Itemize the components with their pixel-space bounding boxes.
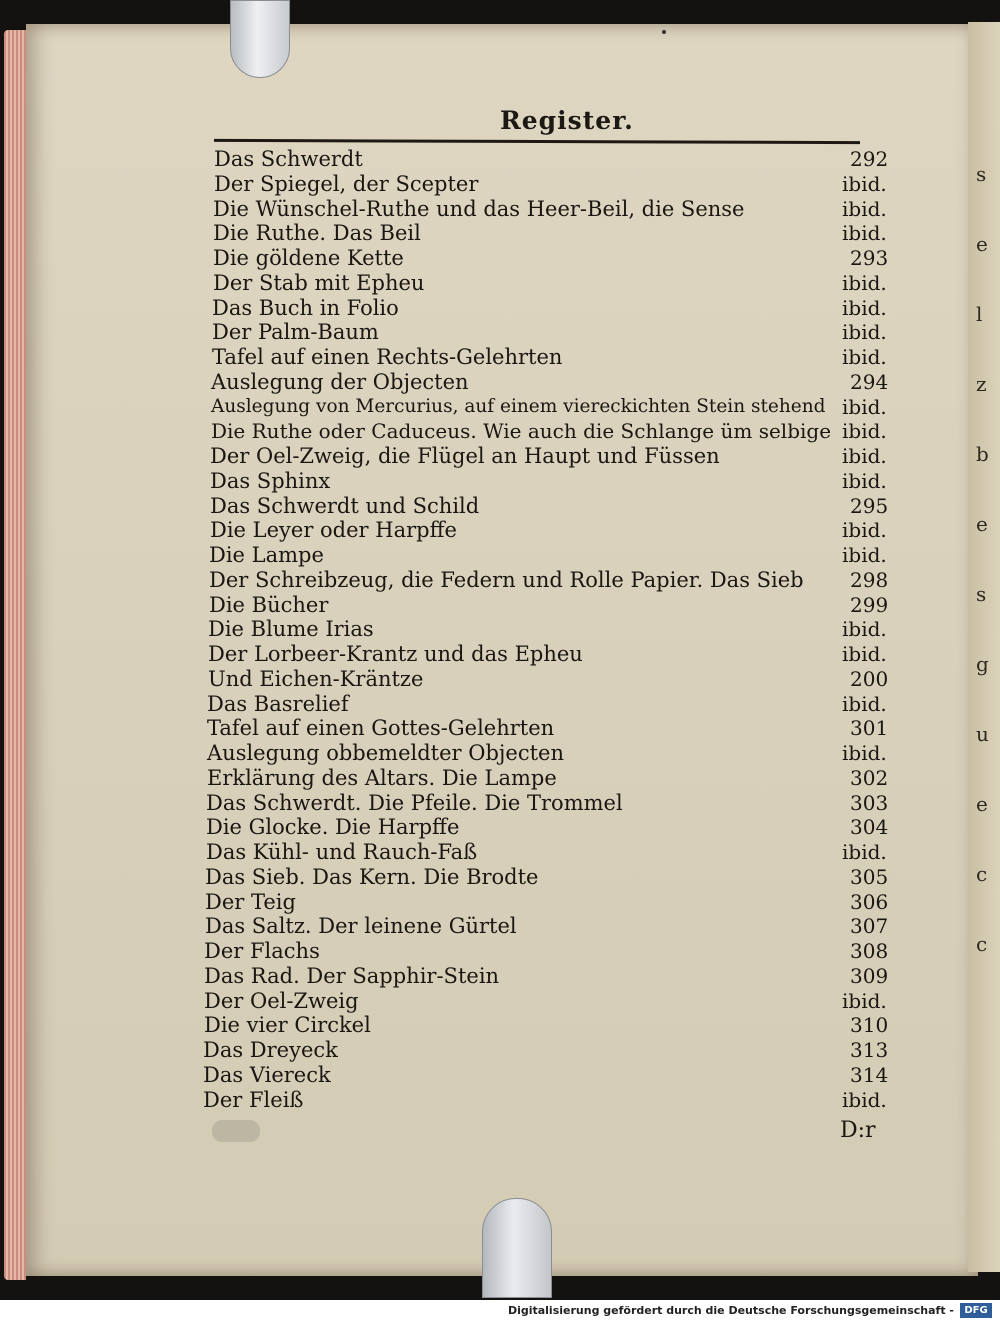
entry-title: Der Spiegel, der Scepter xyxy=(214,172,479,196)
entry-title: Das Dreyeck xyxy=(203,1038,338,1062)
entry-page-number: ibid. xyxy=(842,741,887,765)
entry-title: Der Palm-Baum xyxy=(212,320,379,344)
entry-title: Auslegung von Mercurius, auf einem viereckichten Stein stehend xyxy=(211,396,826,417)
entry-page-number: ibid. xyxy=(842,271,887,295)
entry-title: Das Saltz. Der leinene Gürtel xyxy=(205,914,517,938)
entry-title: Auslegung der Objecten xyxy=(211,370,469,394)
footer-credit: Digitalisierung gefördert durch die Deutsche Forschungsgemeinschaft - xyxy=(507,1304,954,1317)
entry-page-number: ibid. xyxy=(842,444,887,468)
entry-title: Das Sphinx xyxy=(210,469,331,493)
entry-title: Das Buch in Folio xyxy=(212,296,399,320)
entry-page-number: ibid. xyxy=(842,345,887,369)
entry-title: Die Leyer oder Harpffe xyxy=(210,518,457,542)
entry-page-number: ibid. xyxy=(842,840,887,864)
adjacent-page-letter: z xyxy=(976,372,987,396)
entry-title: Die Wünschel-Ruthe und das Heer-Beil, die Sense xyxy=(213,197,745,221)
adjacent-page-letter: l xyxy=(976,302,983,326)
entry-page-number: 304 xyxy=(850,815,889,839)
entry-page-number: 295 xyxy=(850,494,889,518)
entry-title: Die Blume Irias xyxy=(208,617,374,641)
entry-page-number: ibid. xyxy=(842,1088,887,1112)
adjacent-page-letter: s xyxy=(976,162,987,186)
faded-stamp-mark xyxy=(212,1120,260,1142)
entry-page-number: 301 xyxy=(850,716,889,740)
entry-title: Die göldene Kette xyxy=(213,246,404,270)
entry-page-number: 302 xyxy=(850,766,889,790)
entry-title: Der Teig xyxy=(205,890,296,914)
entry-title: Tafel auf einen Gottes-Gelehrten xyxy=(207,716,555,740)
dfg-logo: DFG xyxy=(960,1303,992,1318)
entry-page-number: ibid. xyxy=(842,989,887,1013)
entry-page-number: ibid. xyxy=(842,197,887,221)
entry-title: Der Lorbeer-Krantz und das Epheu xyxy=(208,642,583,666)
digitization-footer xyxy=(0,1300,1000,1322)
entry-title: Der Oel-Zweig xyxy=(204,989,359,1013)
adjacent-page-letter: e xyxy=(976,792,988,816)
entry-title: Die vier Circkel xyxy=(204,1013,371,1037)
entry-title: Das Schwerdt und Schild xyxy=(210,494,480,518)
entry-title: Die Lampe xyxy=(209,543,324,567)
entry-page-number: 308 xyxy=(850,939,889,963)
adjacent-page-letter: u xyxy=(976,722,989,746)
adjacent-page-letter: c xyxy=(976,862,988,886)
entry-title: Und Eichen-Kräntze xyxy=(208,667,424,691)
entry-page-number: 313 xyxy=(850,1038,889,1062)
adjacent-page-letter: g xyxy=(976,652,989,676)
entry-page-number: 293 xyxy=(850,246,889,270)
entry-title: Das Basrelief xyxy=(207,692,349,716)
adjacent-page-letter: s xyxy=(976,582,987,606)
entry-page-number: ibid. xyxy=(842,469,887,493)
entry-title: Der Oel-Zweig, die Flügel an Haupt und Füssen xyxy=(210,444,720,468)
entry-title: Das Rad. Der Sapphir-Stein xyxy=(204,964,500,988)
entry-page-number: ibid. xyxy=(842,296,887,320)
entry-title: Die Ruthe oder Caduceus. Wie auch die Schlange üm selbige xyxy=(211,419,832,443)
entry-page-number: 306 xyxy=(850,890,889,914)
entry-page-number: 294 xyxy=(850,370,889,394)
page-clip-bottom xyxy=(482,1198,552,1298)
entry-title: Das Sieb. Das Kern. Die Brodte xyxy=(205,865,539,889)
entry-page-number: 309 xyxy=(850,964,889,988)
entry-title: Tafel auf einen Rechts-Gelehrten xyxy=(212,345,563,369)
entry-title: Das Viereck xyxy=(203,1063,331,1087)
entry-page-number: 200 xyxy=(850,667,889,691)
entry-page-number: ibid. xyxy=(842,172,887,196)
entry-title: Der Flachs xyxy=(204,939,320,963)
adjacent-page-letter: e xyxy=(976,512,988,536)
entry-page-number: ibid. xyxy=(842,543,887,567)
entry-title: Der Stab mit Epheu xyxy=(213,271,425,295)
entry-page-number: ibid. xyxy=(842,518,887,542)
entry-page-number: ibid. xyxy=(842,221,887,245)
entry-page-number: 303 xyxy=(850,791,889,815)
entry-title: Das Kühl- und Rauch-Faß xyxy=(206,840,478,864)
entry-page-number: ibid. xyxy=(842,692,887,716)
entry-page-number: ibid. xyxy=(842,642,887,666)
entry-title: Das Schwerdt. Die Pfeile. Die Trommel xyxy=(206,791,623,815)
entry-title: Die Ruthe. Das Beil xyxy=(213,221,421,245)
entry-title: Die Bücher xyxy=(209,593,329,617)
adjacent-page-letter: e xyxy=(976,232,988,256)
running-head: Register. xyxy=(500,106,634,135)
entry-page-number: ibid. xyxy=(842,320,887,344)
entry-title: Der Fleiß xyxy=(203,1088,304,1112)
entry-page-number: 299 xyxy=(850,593,889,617)
entry-page-number: 307 xyxy=(850,914,889,938)
entry-page-number: 298 xyxy=(850,568,889,592)
entry-title: Der Schreibzeug, die Federn und Rolle Papier. Das Sieb xyxy=(209,568,804,592)
catchword: D:r xyxy=(840,1118,876,1143)
entry-title: Die Glocke. Die Harpffe xyxy=(206,815,460,839)
entry-title: Auslegung obbemeldter Objecten xyxy=(207,741,565,765)
entry-page-number: ibid. xyxy=(842,395,887,419)
entry-page-number: 314 xyxy=(850,1063,889,1087)
entry-title: Das Schwerdt xyxy=(214,147,363,171)
adjacent-page-letter: c xyxy=(976,932,988,956)
entry-title: Erklärung des Altars. Die Lampe xyxy=(207,766,557,790)
entry-page-number: 310 xyxy=(850,1013,889,1037)
entry-page-number: 292 xyxy=(850,147,889,171)
entry-page-number: ibid. xyxy=(842,617,887,641)
entry-page-number: 305 xyxy=(850,865,889,889)
adjacent-page-letter: b xyxy=(976,442,989,466)
entry-page-number: ibid. xyxy=(842,419,887,443)
